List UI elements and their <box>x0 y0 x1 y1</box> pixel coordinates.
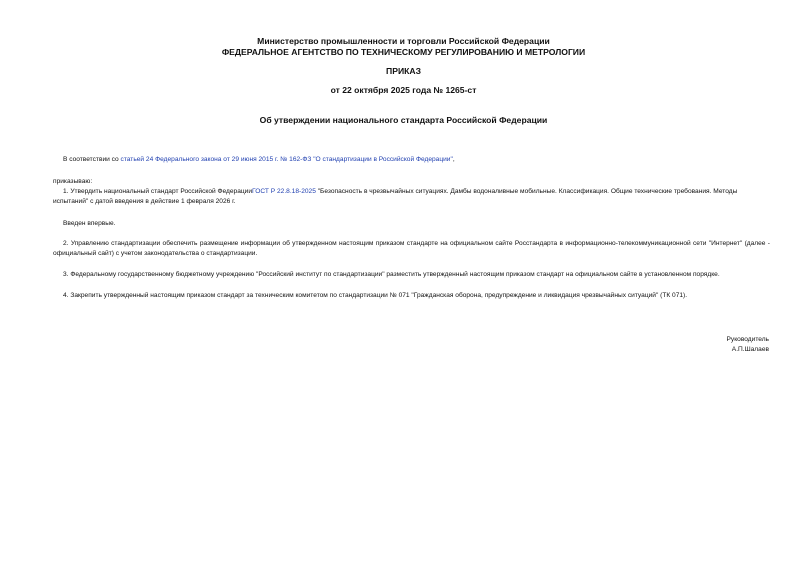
document-type: ПРИКАЗ <box>386 66 421 76</box>
item-1-prefix: 1. Утвердить национальный стандарт Российской Федерации <box>63 188 253 195</box>
preamble-suffix: , <box>452 156 455 163</box>
item-3-paragraph: 3. Федеральному государственному бюджетному учреждению "Российский институт по стандартизации" разместить утвержденный настоящим приказом стандарт на официальном сайте в установленном порядке. <box>63 271 720 278</box>
document-subject: Об утверждении национального стандарта Российской Федерации <box>259 115 548 125</box>
order-word: приказываю: <box>53 178 93 185</box>
gost-standard-link[interactable]: ГОСТ Р 22.8.18-2025 <box>252 188 316 195</box>
preamble-prefix: В соответствии со <box>63 156 121 163</box>
item-1-suffix: "Безопасность в чрезвычайных ситуациях. Дамбы водоналивные мобильные. Классификация. Общие технические требования. Методы испытаний" с датой введения в действие 1 февраля 2026 г. <box>53 188 738 205</box>
agency-title: ФЕДЕРАЛЬНОЕ АГЕНТСТВО ПО ТЕХНИЧЕСКОМУ РЕГУЛИРОВАНИЮ И МЕТРОЛОГИИ <box>221 47 586 57</box>
item-1-paragraph <box>53 187 770 207</box>
preamble-paragraph <box>53 155 770 165</box>
ministry-title: Министерство промышленности и торговли Российской Федерации <box>257 36 550 46</box>
signature-name: А.П.Шалаев <box>731 346 769 353</box>
document-date-number: от 22 октября 2025 года № 1265-ст <box>330 85 477 95</box>
federal-law-link[interactable]: статьей 24 Федерального закона от 29 июня 2015 г. № 162-ФЗ "О стандартизации в Российской Федерации" <box>120 156 453 163</box>
item-4-paragraph: 4. Закрепить утвержденный настоящим приказом стандарт за техническим комитетом по стандартизации № 071 "Гражданская оборона, предупреждение и ликвидация чрезвычайных ситуаций" (ТК 071). <box>63 292 688 299</box>
item-2-paragraph: 2. Управлению стандартизации обеспечить размещение информации об утвержденном настоящим приказом стандарте на официальном сайте Росстандарта в информационно-телекоммуникационной сети "Интернет" (далее - официальный сайт) с учетом законодательства о стандартизации. <box>53 240 770 257</box>
signature-position: Руководитель <box>726 336 769 343</box>
introduced-note: Введен впервые. <box>63 220 116 227</box>
